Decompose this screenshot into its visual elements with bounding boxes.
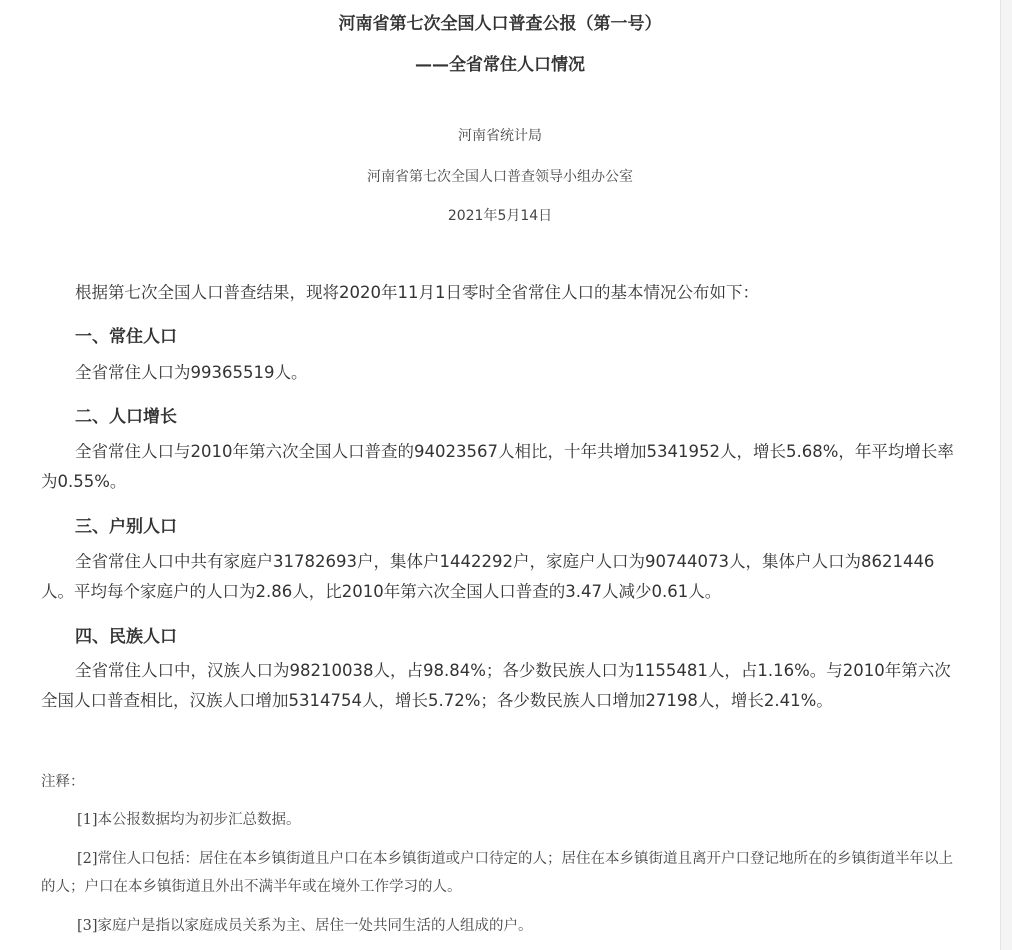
section-heading-household-population: 三、户别人口: [75, 517, 177, 537]
issuer-census-office: 河南省第七次全国人口普查领导小组办公室: [367, 169, 633, 185]
section-heading-population-growth: 二、人口增长: [75, 407, 177, 427]
page-title: 河南省第七次全国人口普查公报（第一号）: [338, 14, 662, 34]
note-item-2: [2]常住人口包括：居住在本乡镇街道且户口在本乡镇街道或户口待定的人；居住在本乡镇街道且离开户口登记地所在的乡镇街道半年以上的人；户口在本乡镇街道且外出不满半年或在境外工作学习的人。: [41, 851, 954, 895]
publish-date: 2021年5月14日: [447, 208, 553, 224]
page-subtitle: ——全省常住人口情况: [415, 55, 585, 75]
section-heading-ethnic-population: 四、民族人口: [75, 627, 177, 647]
section-text-population-growth: 全省常住人口与2010年第六次全国人口普查的94023567人相比，十年共增加5341952人，增长5.68%，年平均增长率为0.55%。: [41, 442, 954, 491]
intro-paragraph: 根据第七次全国人口普查结果，现将2020年11月1日零时全省常住人口的基本情况公布如下：: [75, 283, 759, 302]
section-heading-resident-population: 一、常住人口: [75, 327, 177, 347]
issuer-statistics-bureau: 河南省统计局: [458, 128, 542, 144]
section-text-household-population: 全省常住人口中共有家庭户31782693户，集体户1442292户，家庭户人口为90744073人，集体户人口为8621446人。平均每个家庭户的人口为2.86人，比2010年第六次全国人口普查的3.47人减少0.61人。: [41, 552, 935, 601]
vertical-scrollbar[interactable]: [1000, 0, 1012, 950]
note-item-1: [1]本公报数据均为初步汇总数据。: [77, 812, 301, 828]
section-text-ethnic-population: 全省常住人口中，汉族人口为98210038人，占98.84%；各少数民族人口为1155481人，占1.16%。与2010年第六次全国人口普查相比，汉族人口增加5314754人，增长5.72%；各少数民族人口增加27198人，增长2.41%。: [41, 661, 951, 710]
note-item-3: [3]家庭户是指以家庭成员关系为主、居住一处共同生活的人组成的户。: [77, 918, 533, 934]
section-text-resident-population: 全省常住人口为99365519人。: [75, 363, 308, 382]
notes-label: 注释：: [41, 774, 85, 790]
